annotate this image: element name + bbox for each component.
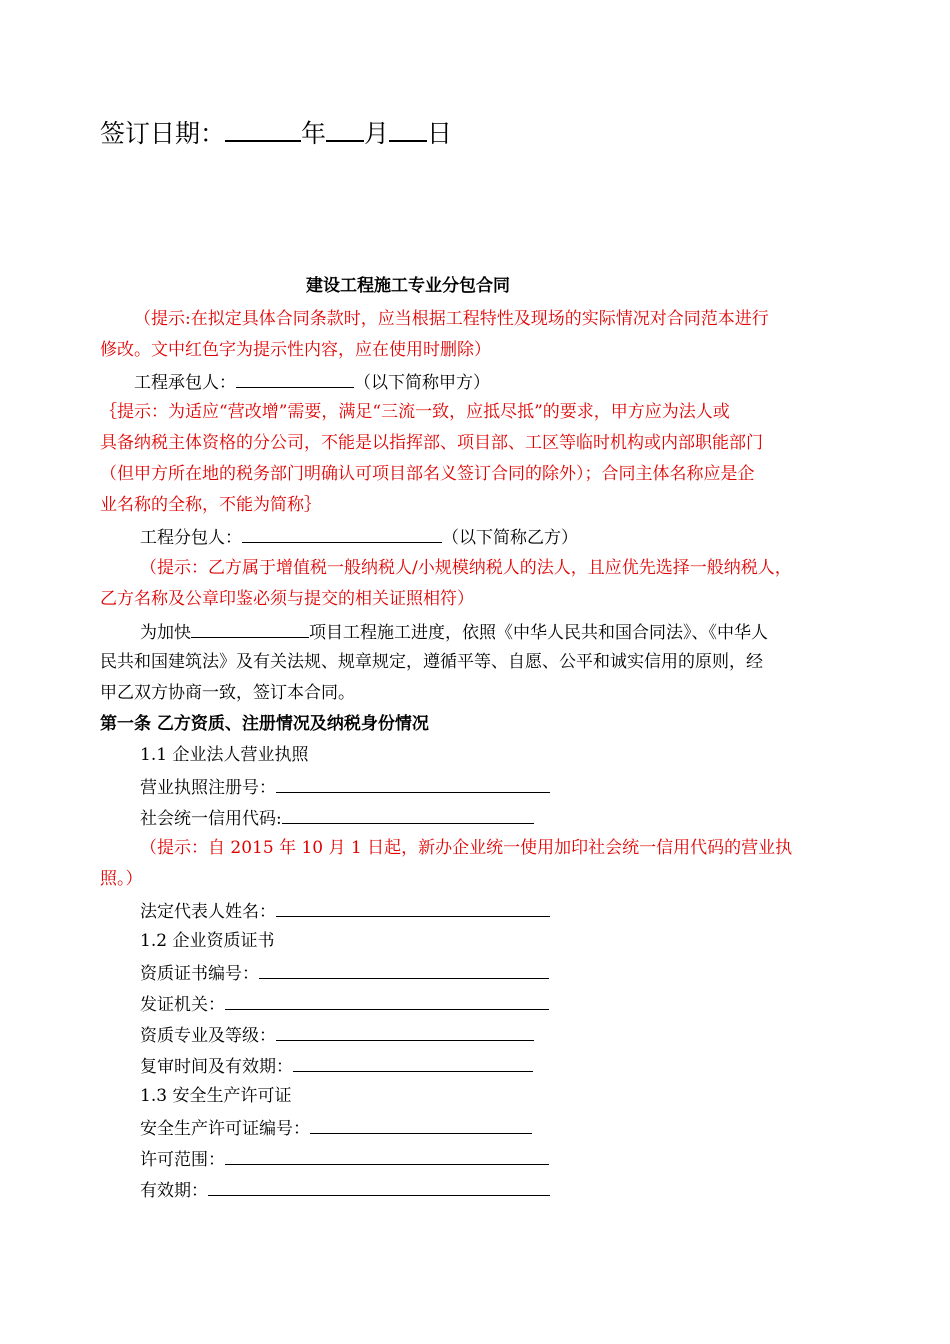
review-line	[140, 1053, 910, 1079]
day-label: 日	[427, 119, 453, 148]
reg-no-label: 营业执照注册号：	[140, 778, 276, 798]
credit-code-label: 社会统一信用代码:	[140, 809, 282, 829]
document-title: 建设工程施工专业分包合同	[306, 276, 510, 296]
review-label: 复审时间及有效期：	[140, 1057, 293, 1077]
cert-no-blank[interactable]	[259, 960, 549, 979]
section-1-3: 1.3 安全生产许可证	[140, 1086, 292, 1106]
preamble-line2: 民共和国建筑法》及有关法规、规章规定，遵循平等、自愿、公平和诚实信用的原则，经	[100, 652, 763, 672]
cert-no-line	[140, 960, 910, 986]
subcontractor-suffix: （以下简称乙方）	[442, 528, 578, 548]
subcontractor-blank[interactable]	[242, 524, 442, 543]
section-1-2: 1.2 企业资质证书	[140, 931, 275, 951]
issuer-blank[interactable]	[225, 991, 549, 1010]
month-label: 月	[364, 119, 390, 148]
credit-code-line	[140, 805, 910, 831]
preamble-text-b: 项目工程施工进度，依照《中华人民共和国合同法》、《中华人	[309, 623, 768, 643]
month-blank[interactable]	[326, 114, 364, 142]
legal-rep-label: 法定代表人姓名：	[140, 902, 276, 922]
project-name-blank[interactable]	[191, 619, 309, 638]
contractor-suffix: （以下简称甲方）	[354, 373, 490, 393]
hint1-line2: 修改。文中红色字为提示性内容，应在使用时删除）	[100, 340, 491, 360]
hint3-line1: （提示：乙方属于增值税一般纳税人/小规模纳税人的法人，且应优先选择一般纳税人，	[140, 558, 792, 578]
reg-no-line	[140, 774, 910, 800]
hint4-line1: （提示：自 2015 年 10 月 1 日起，新办企业统一使用加印社会统一信用代码的营业执	[140, 838, 793, 858]
subcontractor-label: 工程分包人：	[140, 528, 242, 548]
scope-label: 许可范围：	[140, 1150, 225, 1170]
cert-no-label: 资质证书编号：	[140, 964, 259, 984]
hint2-line3: （但甲方所在地的税务部门明确认可项目部名义签订合同的除外）；合同主体名称应是企	[100, 464, 755, 484]
grade-blank[interactable]	[276, 1022, 534, 1041]
hint2-line2: 具备纳税主体资格的分公司，不能是以指挥部、项目部、工区等临时机构或内部职能部门	[100, 433, 763, 453]
safety-no-line	[140, 1115, 910, 1141]
issuer-label: 发证机关：	[140, 995, 225, 1015]
contractor-blank[interactable]	[236, 369, 354, 388]
safety-no-label: 安全生产许可证编号：	[140, 1119, 310, 1139]
year-label: 年	[301, 119, 327, 148]
article1-title: 第一条 乙方资质、注册情况及纳税身份情况	[100, 714, 429, 734]
scope-blank[interactable]	[225, 1146, 549, 1165]
validity-line	[140, 1177, 910, 1203]
credit-code-blank[interactable]	[282, 805, 534, 824]
section-1-1: 1.1 企业法人营业执照	[140, 745, 309, 765]
contractor-line	[134, 369, 904, 395]
grade-label: 资质专业及等级：	[140, 1026, 276, 1046]
safety-no-blank[interactable]	[310, 1115, 532, 1134]
hint3-line2: 乙方名称及公章印鉴必须与提交的相关证照相符）	[100, 589, 474, 609]
hint1-line1: （提示:在拟定具体合同条款时，应当根据工程特性及现场的实际情况对合同范本进行	[134, 309, 769, 329]
legal-rep-blank[interactable]	[276, 898, 550, 917]
subcontractor-line	[140, 524, 910, 550]
day-blank[interactable]	[389, 114, 427, 142]
preamble-line3: 甲乙双方协商一致，签订本合同。	[100, 683, 355, 703]
sign-date-line	[100, 114, 452, 151]
issuer-line	[140, 991, 910, 1017]
preamble-text-a: 为加快	[140, 623, 191, 643]
grade-line	[140, 1022, 910, 1048]
year-blank[interactable]	[225, 114, 301, 142]
validity-label: 有效期：	[140, 1181, 208, 1201]
reg-no-blank[interactable]	[276, 774, 550, 793]
hint2-line1: ｛提示：为适应“营改增”需要，满足“三流一致，应抵尽抵”的要求，甲方应为法人或	[100, 402, 730, 422]
sign-date-label: 签订日期：	[100, 119, 226, 148]
hint4-line2: 照。）	[100, 869, 143, 889]
review-blank[interactable]	[293, 1053, 533, 1072]
hint2-line4: 业名称的全称，不能为简称｝	[100, 495, 321, 515]
preamble-line1	[140, 619, 910, 645]
contractor-label: 工程承包人：	[134, 373, 236, 393]
scope-line	[140, 1146, 910, 1172]
legal-rep-line	[140, 898, 910, 924]
validity-blank[interactable]	[208, 1177, 550, 1196]
